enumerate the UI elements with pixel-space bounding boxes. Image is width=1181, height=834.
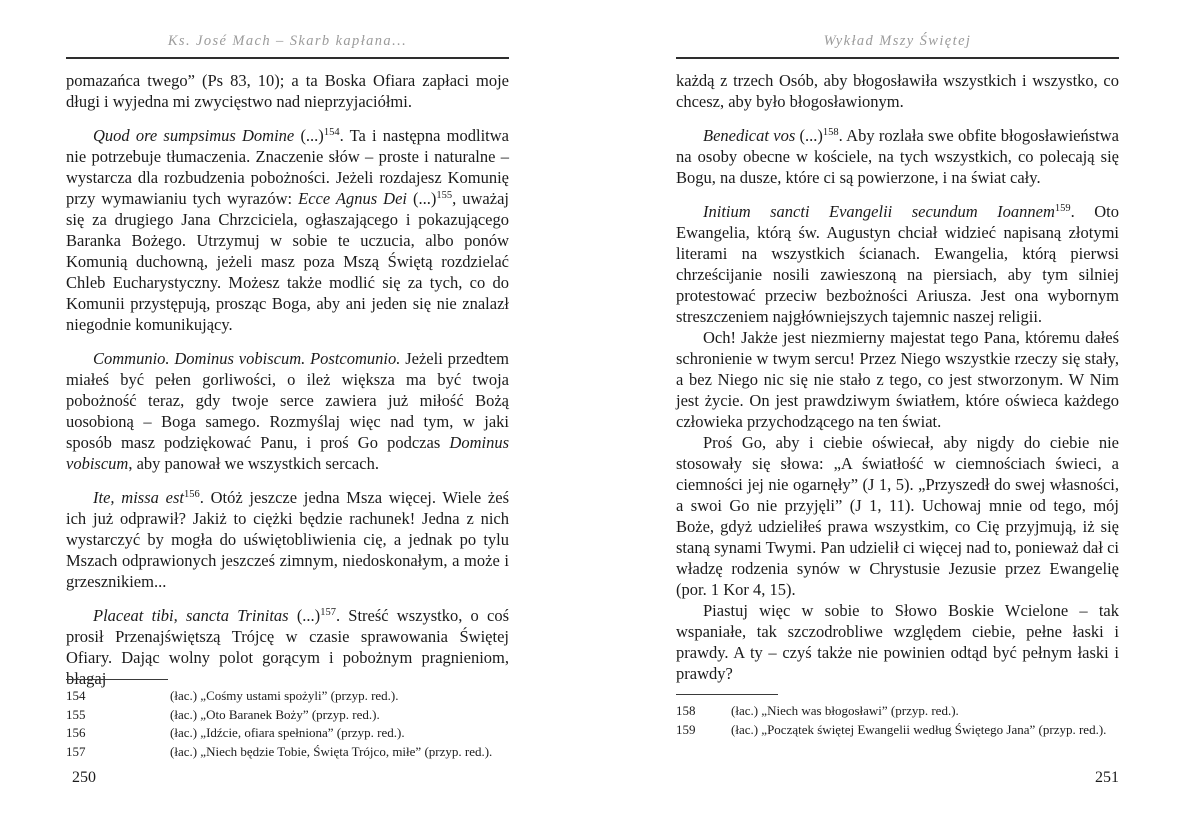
latin-phrase: Benedicat vos (703, 126, 800, 145)
page-number-right: 251 (1095, 769, 1119, 786)
latin-phrase: Ite, missa est (93, 488, 184, 507)
footnote (66, 706, 509, 725)
footnote-text: (łac.) „Początek świętej Ewangelii według Świętego Jana” (przyp. red.). (731, 721, 1107, 737)
footnote-number: 157 (66, 743, 86, 759)
paragraph (676, 432, 1119, 600)
body-text: . Oto Ewangelia, którą św. Augustyn chciał widzieć napisaną złotymi literami na wszystkich ścianach. Ewangelia, którą pierwsi chrześcijanie nosili zawieszoną na piersiach, aby tym silniej protestować przeciw bezbożności Ariusza. Jest ona wybornym streszczeniem najgłówniejszych tajemnic naszej religii. (676, 202, 1119, 326)
body-text: Och! Jakże jest niezmierny majestat tego Pana, któremu dałeś schronienie w twym sercu! Przez Niego wszystkie rzeczy się stały, a bez Niego nic się nie stało z tego, co jest stworzonym. W Nim jest życie. On jest prawdziwym światłem, które oświeca każdego człowieka przychodzącego na ten świat. (676, 328, 1119, 431)
footnote-ref: 156 (183, 489, 200, 500)
footnote-text: (łac.) „Oto Baranek Boży” (przyp. red.). (170, 706, 380, 722)
paragraph (66, 348, 509, 474)
left-page (66, 30, 509, 689)
body-text: Jeżeli przedtem miałeś być pełen gorliwości, o ileż większa ma być twoja pobożność teraz, gdy twoje serce zawiera już miłość Bożą uosobioną – Boga samego. Rozmyślaj więc nad tym, w jaki sposób masz podziękować Panu, i proś Go podczas (66, 349, 509, 452)
body-text: . Ta i następna modlitwa nie potrzebuje tłumaczenia. Znaczenie słów – proste i naturalne – wystarcza dla rozbudzenia pobożności. Jeżeli rozdajesz Komunię przy wymawianiu tych wyrazów: (66, 126, 509, 208)
paragraph (676, 70, 1119, 112)
body-text: (...) (799, 126, 823, 145)
footnote-number: 155 (66, 706, 86, 722)
running-header-left: Ks. José Mach – Skarb kapłana... (167, 33, 408, 49)
body-text: (...) (296, 606, 321, 625)
body-text: . Aby rozlała swe obfite błogosławieństwa na osoby obecne w kościele, na tych wszystkich, co polecają się Bogu, na dusze, które ci są powierzone, i na świat cały. (676, 126, 1119, 187)
right-page-footnotes (676, 694, 1119, 739)
footnote-text: (łac.) „Cośmy ustami spożyli” (przyp. red.). (170, 688, 399, 703)
footnote (66, 687, 509, 706)
footnote (676, 721, 1119, 740)
body-text: , aby panował we wszystkich sercach. (128, 454, 379, 473)
latin-phrase: Communio. Dominus vobiscum. Postcomunio. (93, 349, 401, 368)
latin-phrase: Placeat tibi, sancta Trinitas (93, 606, 297, 625)
paragraph (676, 201, 1119, 327)
footnote-ref: 155 (436, 190, 453, 201)
footnote-ref: 154 (323, 127, 340, 138)
footnote-text: (łac.) „Niech was błogosławi” (przyp. red.). (731, 703, 959, 718)
footnote-ref: 159 (1054, 203, 1071, 214)
body-text: każdą z trzech Osób, aby błogosławiła wszystkich i wszystko, co chcesz, aby było błogosławionym. (676, 71, 1119, 111)
footnote-ref: 158 (822, 127, 839, 138)
paragraph (676, 600, 1119, 684)
body-text: pomazańca twego” (Ps 83, 10); a ta Boska Ofiara zapłaci moje długi i wyjedna mi zwycięstwo nad nieprzyjaciółmi. (66, 71, 509, 111)
paragraph (66, 70, 509, 112)
footnote-number: 158 (676, 703, 696, 718)
footnote-number: 156 (66, 725, 86, 740)
paragraph (676, 125, 1119, 188)
body-text: Piastuj więc w sobie to Słowo Boskie Wcielone – tak wspaniałe, tak szczodrobliwe względem ciebie, pełne łaski i prawdy. A ty – czyś także nie powinien odtąd być pełnym łaski i prawdy? (676, 601, 1119, 683)
latin-phrase: Dominus vobiscum (66, 433, 509, 473)
latin-phrase: Quod ore sumpsimus Domine (93, 126, 301, 145)
paragraph (676, 327, 1119, 432)
footnote (66, 743, 509, 762)
latin-phrase: Ecce Agnus Dei (298, 189, 407, 208)
paragraph (66, 605, 509, 689)
header-rule-right (676, 57, 1119, 59)
right-page (676, 30, 1119, 684)
paragraph (66, 125, 509, 335)
left-page-body (66, 70, 509, 689)
body-text: (...) (300, 126, 324, 145)
footnote-rule-right (676, 694, 778, 695)
right-page-body (676, 70, 1119, 684)
footnote-list-left (66, 687, 509, 761)
body-text: . Streść wszystko, o coś prosił Przenajświętszą Trójcę w czasie sprawowania Świętej Ofiary. Dając wolny polot gorącym i pobożnym pragnieniom, błagaj (66, 606, 510, 688)
footnote-text: (łac.) „Niech będzie Tobie, Święta Trójco, miłe” (przyp. red.). (170, 743, 493, 759)
latin-phrase: Initium sancti Evangelii secundum Ioannem (703, 202, 1055, 221)
header-rule-left (66, 57, 509, 59)
body-text: Proś Go, aby i ciebie oświecał, aby nigdy do ciebie nie stosowały się słowa: „A światłość w ciemnościach świeci, a ciemności jej nie ogarnęły” (J 1, 5). „Przyszedł do swej własności, a swoi Go nie przyjęli” (J 1, 11). Uchowaj mnie od tego, mój Boże, gdyż udzieliłeś prawa wszystkim, co Cię przyjmują, iż się staną synami Twymi. Pan udzielił ci więcej nad to, ponieważ dał ci władzę rodzenia synów w Chrystusie Jezusie przez Ewangelię (por. 1 Kor 4, 15). (676, 433, 1119, 599)
body-text: (...) (406, 189, 437, 208)
footnote (66, 724, 509, 743)
footnote-rule-left (66, 679, 168, 680)
body-text: . Otóż jeszcze jedna Msza więcej. Wiele żeś ich już odprawił? Jakiż to ciężki będzie rachunek! Jedna z nich wystarczyć by mogła do uświętobliwienia cię, a jednak po tylu Mszach odprawionych jeszcześ zimnym, niedoskonałym, a może i grzesznikiem... (66, 488, 509, 591)
page-number-left: 250 (72, 769, 96, 786)
footnote-text: (łac.) „Idźcie, ofiara spełniona” (przyp. red.). (170, 725, 405, 740)
paragraph (66, 487, 509, 592)
running-header-right: Wykład Mszy Świętej (823, 33, 972, 49)
footnote-number: 159 (676, 721, 696, 737)
left-page-footnotes (66, 679, 509, 761)
footnote-list-right (676, 702, 1119, 739)
footnote-ref: 157 (320, 607, 336, 618)
footnote-number: 154 (66, 688, 86, 703)
footnote (676, 702, 1119, 721)
body-text: , uważaj się za drugiego Jana Chrzciciela, ogłaszającego i pokazującego Baranka Bożego. Utrzymuj w sobie te uczucia, albo ponów Komunią duchowną, jeżeli masz poza Mszą Świętą rozdzielać Chleb Eucharystyczny. Możesz także modlić się za tych, co do Komunii przystępują, prosząc Boga, aby ani jeden się nie znalazł niegodnie komunikujący. (66, 189, 509, 334)
